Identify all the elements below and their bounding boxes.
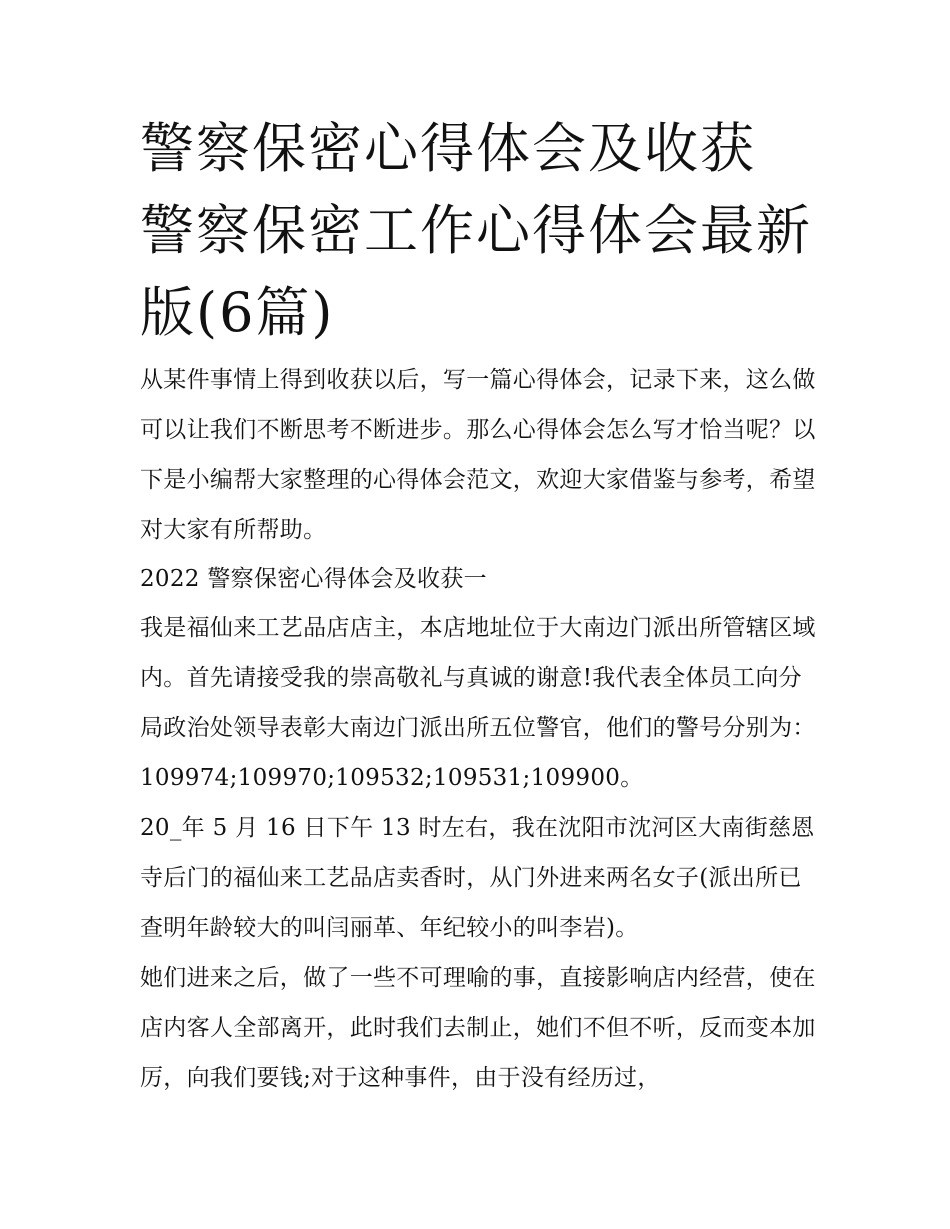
document-body: [140, 355, 816, 1103]
section-heading: 2022 警察保密心得体会及收获一: [140, 566, 487, 592]
intro-paragraph: 从某件事情上得到收获以后，写一篇心得体会，记录下来，这么做可以让我们不断思考不断进步。那么心得体会怎么写才恰当呢？以下是小编帮大家整理的心得体会范文，欢迎大家借鉴与参考，希望对大家有所帮助。: [140, 367, 816, 543]
document-title: 警察保密心得体会及收获 警察保密工作心得体会最新版(6篇): [140, 117, 812, 344]
body-paragraph: 20_年 5 月 16 日下午 13 时左右，我在沈阳市沈河区大南街慈恩寺后门的福仙来工艺品店卖香时，从门外进来两名女子(派出所已查明年龄较大的叫闫丽革、年纪较小的叫李岩)。: [140, 815, 815, 941]
body-paragraph: 她们进来之后，做了一些不可理喻的事，直接影响店内经营，使在店内客人全部离开，此时我们去制止，她们不但不听，反而变本加厉，向我们要钱;对于这种事件，由于没有经历过，: [140, 965, 816, 1091]
body-paragraph: 我是福仙来工艺品店店主，本店地址位于大南边门派出所管辖区域内。首先请接受我的崇高敬礼与真诚的谢意!我代表全体员工向分局政治处领导表彰大南边门派出所五位警官，他们的警号分别为：109974;109970;109532;109531;109900。: [140, 615, 816, 791]
